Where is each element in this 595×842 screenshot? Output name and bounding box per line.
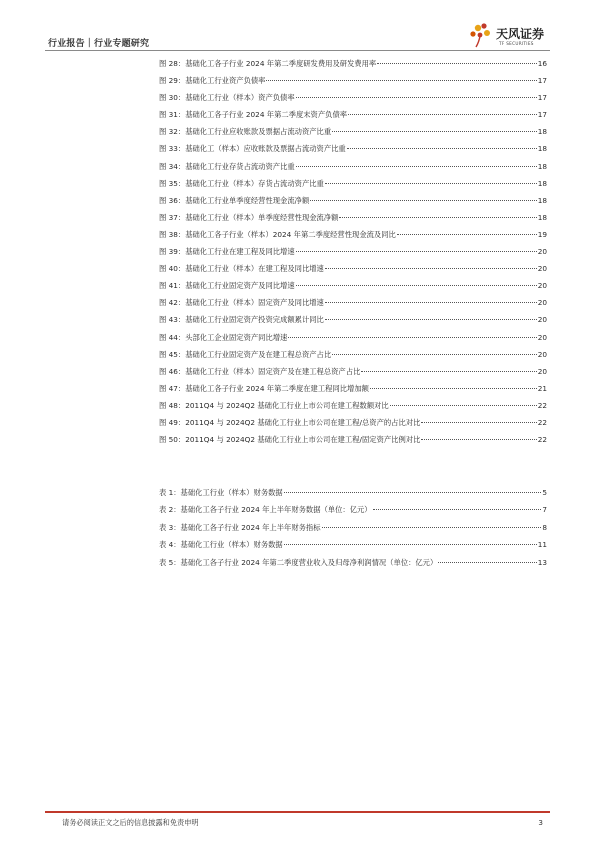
toc-leader-dots — [397, 234, 537, 235]
toc-table-entry[interactable] — [159, 505, 547, 522]
toc-entry-page: 5 — [542, 488, 547, 497]
toc-leader-dots — [310, 200, 536, 201]
logo-flower-icon — [468, 22, 496, 48]
toc-entry-title: 图 42：基础化工行业（样本）固定资产及同比增速 — [159, 298, 324, 308]
toc-entry-title: 表 5：基础化工各子行业 2024 年第二季度营业收入及归母净利润情况（单位：亿元） — [159, 557, 438, 567]
logo-subtitle: TF SECURITIES — [499, 41, 534, 46]
toc-entry-title: 图 29：基础化工行业资产负债率 — [159, 76, 266, 86]
toc-entry-title: 图 41：基础化工行业固定资产及同比增速 — [159, 281, 295, 291]
toc-entry-title: 图 38：基础化工各子行业（样本）2024 年第二季度经营性现金流及同比 — [159, 229, 396, 239]
toc-table-entry[interactable] — [159, 540, 547, 557]
toc-figure-entry[interactable] — [159, 298, 547, 315]
toc-entry-page: 18 — [537, 144, 547, 154]
toc-figure-entry[interactable] — [159, 418, 547, 435]
footer-divider — [45, 811, 550, 813]
toc-entry-title: 图 40：基础化工行业（样本）在建工程及同比增速 — [159, 264, 324, 274]
toc-table-entry[interactable] — [159, 558, 547, 575]
toc-entry-page: 17 — [537, 76, 547, 86]
toc-entry-page: 20 — [537, 247, 547, 257]
toc-entry-title: 图 39：基础化工行业在建工程及同比增速 — [159, 247, 295, 257]
company-logo — [468, 22, 556, 48]
toc-leader-dots — [284, 544, 537, 545]
toc-leader-dots — [325, 302, 537, 303]
toc-figure-entry[interactable] — [159, 230, 547, 247]
toc-entry-title: 图 43：基础化工行业固定资产投资完成额累计同比 — [159, 315, 324, 325]
header-divider — [45, 50, 550, 51]
toc-leader-dots — [390, 405, 537, 406]
toc-entry-title: 图 48：2011Q4 与 2024Q2 基础化工行业上市公司在建工程数额对比 — [159, 400, 389, 410]
toc-figure-entry[interactable] — [159, 367, 547, 384]
toc-leader-dots — [332, 131, 537, 132]
toc-leader-dots — [296, 166, 537, 167]
toc-entry-page: 20 — [537, 298, 547, 308]
toc-figure-entry[interactable] — [159, 110, 547, 127]
toc-leader-dots — [284, 492, 542, 493]
toc-entry-page: 22 — [537, 417, 547, 427]
toc-entry-title: 图 30：基础化工行业（样本）资产负债率 — [159, 93, 295, 103]
toc-entry-page: 8 — [542, 522, 547, 532]
toc-entry-page: 20 — [537, 349, 547, 359]
toc-entry-page: 13 — [537, 557, 547, 567]
toc-entry-title: 表 3：基础化工各子行业 2024 年上半年财务指标 — [159, 522, 321, 532]
toc-figure-entry[interactable] — [159, 162, 547, 179]
toc-leader-dots — [332, 354, 537, 355]
toc-leader-dots — [325, 183, 537, 184]
toc-leader-dots — [266, 80, 536, 81]
toc-entry-title: 表 1：基础化工行业（样本）财务数据 — [159, 488, 283, 497]
figure-list — [159, 59, 547, 452]
toc-entry-title: 表 2：基础化工各子行业 2024 年上半年财务数据（单位：亿元） — [159, 505, 372, 515]
toc-figure-entry[interactable] — [159, 315, 547, 332]
toc-entry-page: 20 — [537, 366, 547, 376]
toc-entry-page: 20 — [537, 332, 547, 342]
toc-entry-title: 图 47：基础化工各子行业 2024 年第二季度在建工程同比增加额 — [159, 383, 369, 393]
toc-leader-dots — [325, 319, 537, 320]
toc-leader-dots — [361, 371, 536, 372]
toc-entry-page: 20 — [537, 264, 547, 274]
toc-entry-page: 18 — [537, 195, 547, 205]
toc-figure-entry[interactable] — [159, 144, 547, 161]
toc-entry-title: 图 35：基础化工行业（样本）存货占流动资产比重 — [159, 178, 324, 188]
toc-entry-page: 17 — [537, 93, 547, 103]
toc-entry-page: 17 — [537, 110, 547, 120]
toc-entry-page: 18 — [537, 212, 547, 222]
toc-leader-dots — [296, 97, 537, 98]
toc-figure-entry[interactable] — [159, 435, 547, 452]
toc-leader-dots — [288, 337, 536, 338]
toc-figure-entry[interactable] — [159, 93, 547, 110]
table-list — [159, 488, 547, 575]
page-number: 3 — [538, 818, 543, 827]
toc-entry-title: 图 44：头部化工企业固定资产同比增速 — [159, 332, 288, 342]
toc-entry-page: 21 — [537, 383, 547, 393]
toc-leader-dots — [373, 509, 542, 510]
toc-entry-title: 图 28：基础化工各子行业 2024 年第二季度研发费用及研发费用率 — [159, 59, 377, 68]
toc-entry-title: 图 31：基础化工各子行业 2024 年第二季度末资产负债率 — [159, 110, 348, 120]
toc-entry-page: 18 — [537, 161, 547, 171]
toc-leader-dots — [322, 527, 542, 528]
toc-entry-page: 18 — [537, 178, 547, 188]
toc-entry-title: 表 4：基础化工行业（样本）财务数据 — [159, 540, 283, 550]
toc-entry-title: 图 36：基础化工行业单季度经营性现金流净额 — [159, 195, 310, 205]
toc-entry-title: 图 46：基础化工行业（样本）固定资产及在建工程总资产占比 — [159, 366, 361, 376]
toc-entry-title: 图 33：基础化工（样本）应收账款及票据占流动资产比重 — [159, 144, 346, 154]
toc-entry-page: 20 — [537, 315, 547, 325]
toc-leader-dots — [296, 251, 537, 252]
toc-entry-page: 22 — [537, 435, 547, 445]
toc-figure-entry[interactable] — [159, 333, 547, 350]
toc-leader-dots — [347, 148, 537, 149]
toc-figure-entry[interactable] — [159, 59, 547, 76]
logo-name: 天风证券 — [496, 27, 545, 41]
toc-leader-dots — [421, 439, 536, 440]
toc-table-entry[interactable] — [159, 523, 547, 540]
toc-entry-page: 19 — [537, 229, 547, 239]
toc-leader-dots — [348, 114, 537, 115]
toc-leader-dots — [438, 562, 536, 563]
toc-figure-entry[interactable] — [159, 401, 547, 418]
toc-figure-entry[interactable] — [159, 76, 547, 93]
toc-entry-page: 16 — [537, 59, 547, 68]
toc-entry-title: 图 50：2011Q4 与 2024Q2 基础化工行业上市公司在建工程/固定资产比例对比 — [159, 435, 421, 445]
report-type-label: 行业报告｜行业专题研究 — [48, 39, 150, 49]
toc-figure-entry[interactable] — [159, 213, 547, 230]
toc-figure-entry[interactable] — [159, 264, 547, 281]
toc-table-entry[interactable] — [159, 488, 547, 505]
toc-entry-page: 18 — [537, 127, 547, 137]
toc-entry-page: 20 — [537, 281, 547, 291]
toc-leader-dots — [370, 388, 537, 389]
toc-figure-entry[interactable] — [159, 281, 547, 298]
toc-figure-entry[interactable] — [159, 247, 547, 264]
toc-entry-title: 图 45：基础化工行业固定资产及在建工程总资产占比 — [159, 349, 332, 359]
toc-figure-entry[interactable] — [159, 179, 547, 196]
toc-entry-title: 图 49：2011Q4 与 2024Q2 基础化工行业上市公司在建工程/总资产的占比对比 — [159, 417, 421, 427]
toc-entry-page: 11 — [537, 540, 547, 550]
toc-leader-dots — [339, 217, 536, 218]
toc-leader-dots — [296, 285, 537, 286]
footer-disclaimer: 请务必阅读正文之后的信息披露和免责申明 — [62, 818, 199, 827]
toc-figure-entry[interactable] — [159, 384, 547, 401]
toc-entry-title: 图 37：基础化工行业（样本）单季度经营性现金流净额 — [159, 212, 339, 222]
toc-entry-page: 7 — [542, 505, 547, 515]
toc-entry-title: 图 32：基础化工行业应收账款及票据占流动资产比重 — [159, 127, 332, 137]
toc-leader-dots — [325, 268, 537, 269]
toc-leader-dots — [421, 422, 536, 423]
toc-figure-entry[interactable] — [159, 127, 547, 144]
toc-leader-dots — [377, 63, 536, 64]
toc-entry-page: 22 — [537, 400, 547, 410]
toc-figure-entry[interactable] — [159, 350, 547, 367]
toc-entry-title: 图 34：基础化工行业存货占流动资产比重 — [159, 161, 295, 171]
toc-figure-entry[interactable] — [159, 196, 547, 213]
